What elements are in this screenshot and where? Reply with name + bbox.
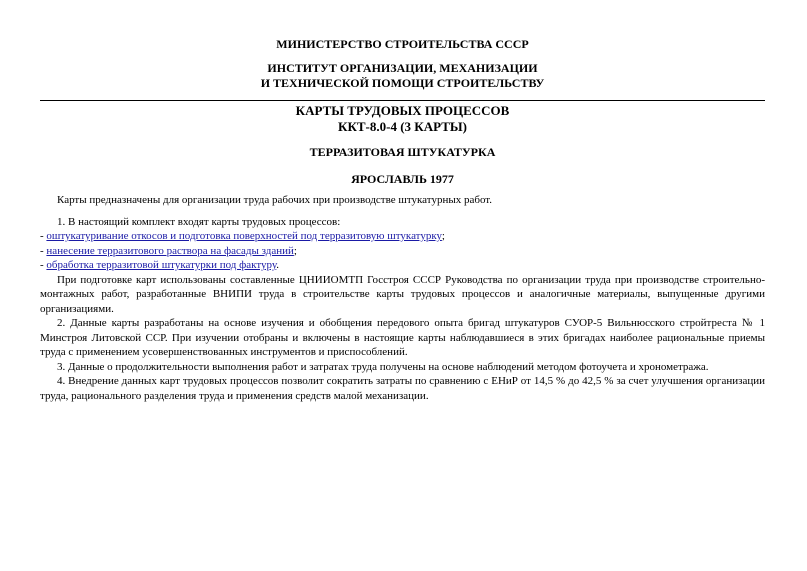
- document-title-line2: ККТ-8.0-4 (3 КАРТЫ): [338, 119, 467, 134]
- header-divider: [40, 100, 765, 101]
- link-card-slopes[interactable]: оштукатуривание откосов и подготовка поверхностей под терразитовую штукатурку: [46, 230, 442, 242]
- document-subject: ТЕРРАЗИТОВАЯ ШТУКАТУРКА: [309, 145, 496, 159]
- place-year: ЯРОСЛАВЛЬ 1977: [351, 172, 454, 186]
- institute-heading-line1: ИНСТИТУТ ОРГАНИЗАЦИИ, МЕХАНИЗАЦИИ: [267, 61, 538, 75]
- document-title-line1: КАРТЫ ТРУДОВЫХ ПРОЦЕССОВ: [295, 103, 510, 118]
- link-card-texture[interactable]: обработка терразитовой штукатурки под фактуру: [46, 259, 277, 271]
- item-1: 1. В настоящий комплект входят карты трудовых процессов:: [57, 215, 341, 228]
- intro-paragraph: Карты предназначены для организации труда рабочих при производстве штукатурных работ.: [57, 194, 493, 206]
- item-3: 3. Данные о продолжительности выполнения работ и затратах труда получены на основе наблюдений методом фотоучета и хронометража.: [57, 360, 709, 373]
- item-4: 4. Внедрение данных карт трудовых процессов позволит сократить затраты по сравнению с ЕНиР от 14,5 % до 42,5 % за счет улучшения организации труда, рационального разделения труда и применения средств малой механизации.: [40, 375, 765, 402]
- list-item: - обработка терразитовой штукатурки под фактуру.: [40, 259, 280, 271]
- link-card-facades[interactable]: нанесение терразитового раствора на фасады зданий: [46, 244, 294, 257]
- institute-heading: [40, 61, 765, 91]
- item-2: 2. Данные карты разработаны на основе изучения и обобщения передового опыта бригад штукатуров СУОР-5 Вильнюсского стройтреста № 1 Минстроя Литовской ССР. При изучении отобраны и включены в настоящие карты наблюдавшиеся в этих бригадах наиболее рациональные приемы труда с применением усовершенствованных инструментов и приспособлений.: [40, 317, 765, 358]
- document-title: [40, 103, 765, 135]
- list-item: - оштукатуривание откосов и подготовка поверхностей под терразитовую штукатурку;: [40, 230, 445, 242]
- institute-heading-line2: И ТЕХНИЧЕСКОЙ ПОМОЩИ СТРОИТЕЛЬСТВУ: [260, 76, 545, 90]
- sources-paragraph: При подготовке карт использованы составленные ЦНИИОМТП Госстроя СССР Руководства по организации труда при производстве строительно-монтажных работ, разработанные ВНИПИ труда в строительстве карты трудовых процессов и аналогичные материалы, выпущенные другими организациями.: [40, 273, 765, 315]
- document-body: [40, 193, 765, 403]
- list-item: - нанесение терразитового раствора на фасады зданий;: [40, 244, 297, 257]
- ministry-heading: МИНИСТЕРСТВО СТРОИТЕЛЬСТВА СССР: [276, 37, 529, 51]
